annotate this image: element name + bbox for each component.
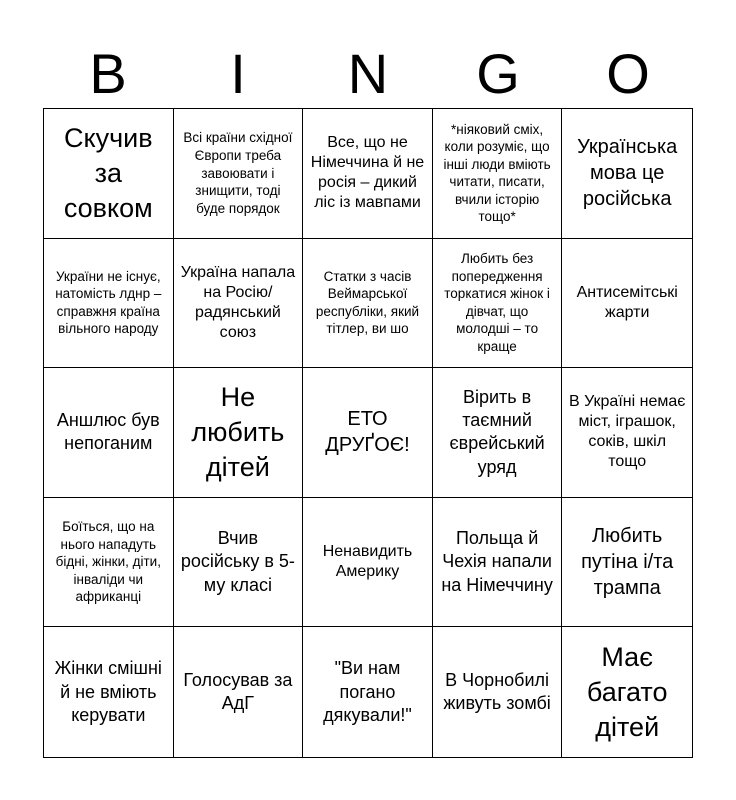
bingo-cell[interactable]: В Україні немає міст, іграшок, соків, шкіл тощо — [562, 368, 692, 498]
bingo-cell[interactable]: Ненавидить Америку — [303, 498, 433, 628]
bingo-cell[interactable]: Вірить в таємний єврейський уряд — [433, 368, 563, 498]
bingo-cell[interactable]: Антисемітські жарти — [562, 239, 692, 369]
bingo-cell[interactable]: Все, що не Німеччина й не росія – дикий ліс із мавпами — [303, 109, 433, 239]
bingo-board — [43, 108, 693, 758]
bingo-cell[interactable]: Статки з часів Веймарської республіки, який тітлер, ви шо — [303, 239, 433, 369]
header-letter-b: B — [89, 42, 127, 105]
bingo-cell[interactable]: *ніяковий сміх, коли розуміє, що інші люди вміють читати, писати, вчили історію тощо* — [433, 109, 563, 239]
bingo-cell-free[interactable]: ЕТО ДРУҐОЄ! — [303, 368, 433, 498]
bingo-cell[interactable]: Вчив російську в 5-му класі — [174, 498, 304, 628]
header-letter-g: G — [476, 42, 520, 105]
bingo-cell[interactable]: Не любить дітей — [174, 368, 304, 498]
bingo-cell[interactable]: "Ви нам погано дякували!" — [303, 627, 433, 757]
bingo-cell[interactable]: України не існує, натомість лднр – справжня країна вільного народу — [44, 239, 174, 369]
bingo-cell[interactable]: Всі країни східної Європи треба завоювати і знищити, тоді буде порядок — [174, 109, 304, 239]
header-letter-n: N — [347, 42, 389, 105]
bingo-cell[interactable]: В Чорнобилі живуть зомбі — [433, 627, 563, 757]
bingo-cell[interactable]: Жінки смішні й не вміють керувати — [44, 627, 174, 757]
bingo-cell[interactable]: Скучив за совком — [44, 109, 174, 239]
header-letter-o: O — [606, 42, 650, 105]
bingo-cell[interactable]: Україна напала на Росію/ радянський союз — [174, 239, 304, 369]
bingo-header — [43, 40, 693, 108]
bingo-cell[interactable]: Голосував за АдГ — [174, 627, 304, 757]
bingo-cell[interactable]: Любить путіна і/та трампа — [562, 498, 692, 628]
header-letter-i: I — [230, 42, 246, 105]
bingo-cell[interactable]: Аншлюс був непоганим — [44, 368, 174, 498]
bingo-cell[interactable]: Боїться, що на нього нападуть бідні, жінки, діти, інваліди чи африканці — [44, 498, 174, 628]
bingo-cell[interactable]: Любить без попередження торкатися жінок і дівчат, що молодші – то краще — [433, 239, 563, 369]
bingo-cell[interactable]: Польща й Чехія напали на Німеччину — [433, 498, 563, 628]
bingo-cell[interactable]: Має багато дітей — [586, 641, 668, 742]
bingo-cell[interactable]: Українська мова це російська — [562, 109, 692, 239]
